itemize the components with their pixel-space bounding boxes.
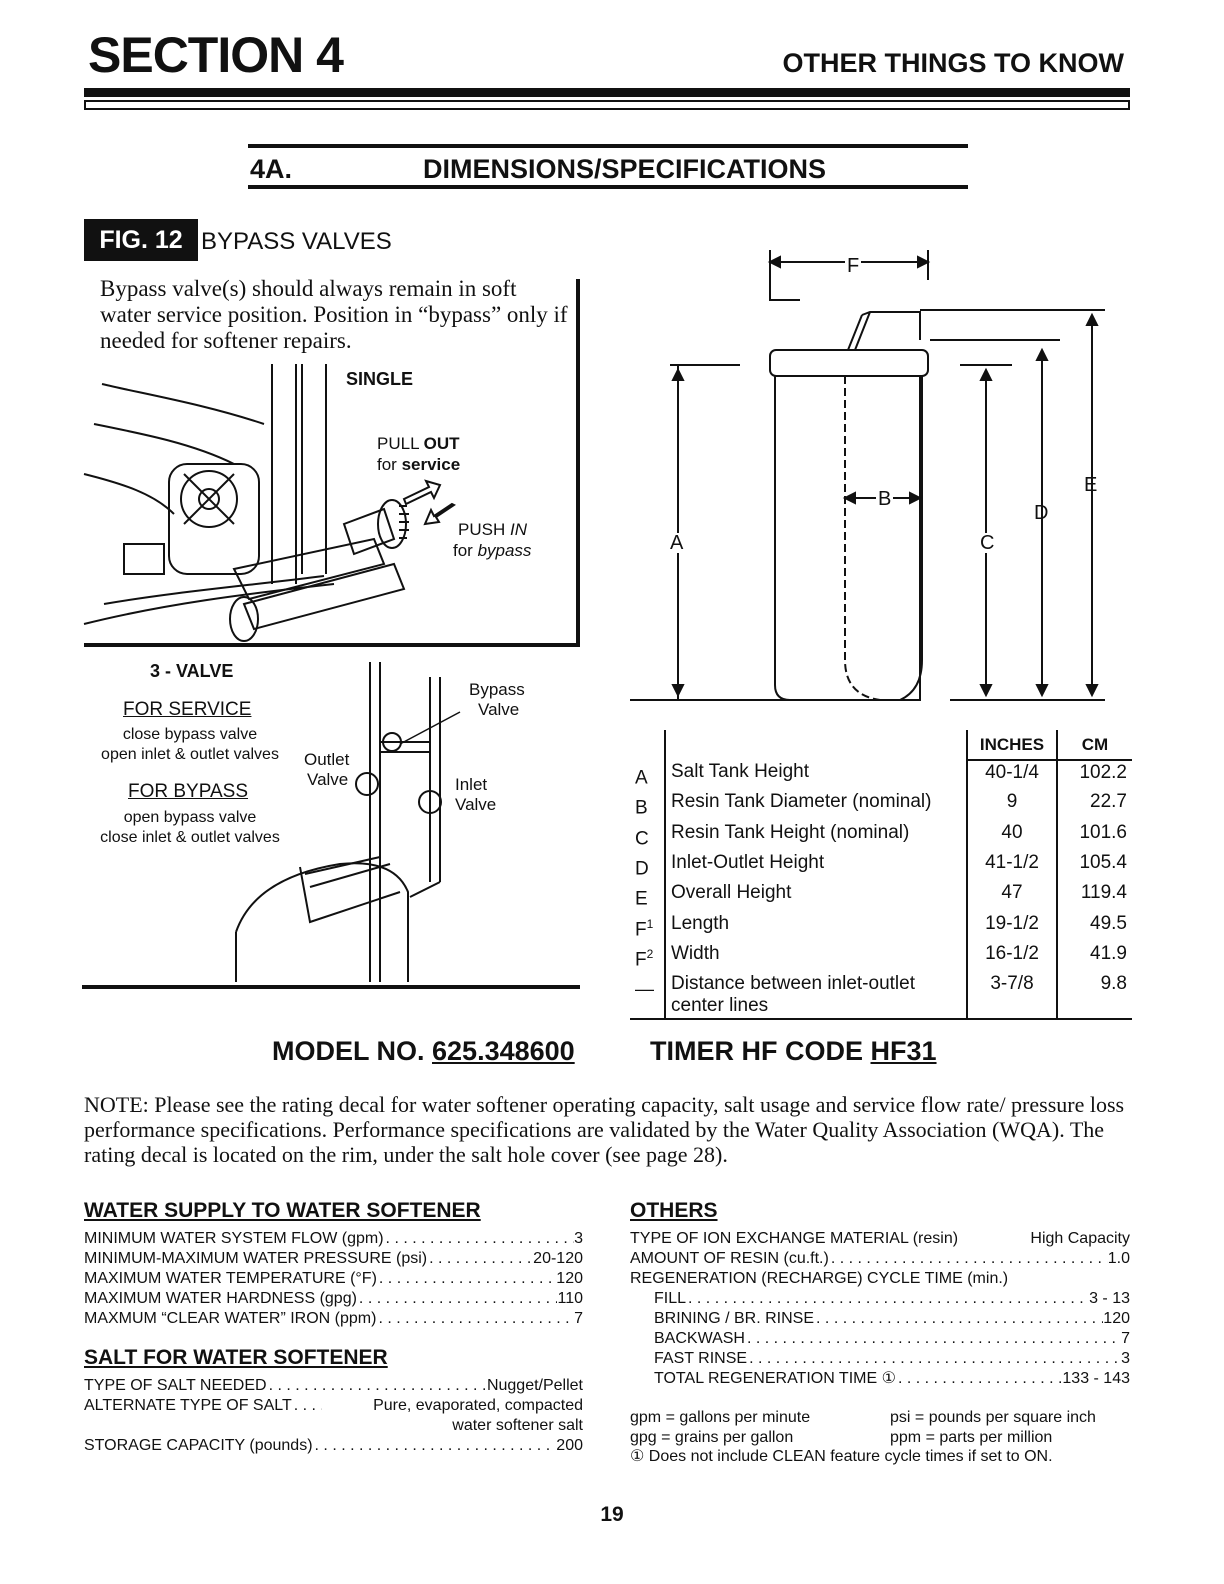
regeneration-cycle-row: BRINING / BR. RINSE . . . 120 (654, 1309, 1130, 1329)
table-header-row (630, 730, 1132, 760)
regeneration-cycle-row: FILL . . . 3 - 13 (654, 1289, 1130, 1309)
salt-heading: SALT FOR WATER SOFTENER (84, 1346, 388, 1369)
section-title: SECTION 4 (88, 27, 343, 83)
figure-title: BYPASS VALVES (201, 228, 392, 255)
legend-footnote: ① Does not include CLEAN feature cycle times if set to ON. (630, 1448, 1053, 1465)
label-f: F (847, 255, 860, 277)
salt-type-row: TYPE OF SALT NEEDED . . . Nugget/Pellet (84, 1376, 583, 1396)
figure-divider-horizontal (84, 643, 580, 647)
subsection-rule-bottom (248, 185, 968, 189)
row-cm: 41.9 (1057, 942, 1132, 972)
row-cm: 102.2 (1057, 760, 1132, 790)
row-key: $F^2$ (635, 946, 654, 971)
row-inches: 41-1/2 (967, 851, 1057, 881)
for-service-step-1: close bypass valve (122, 726, 258, 743)
timer-code: TIMER HF CODE HF31 (650, 1036, 937, 1066)
table-row (630, 942, 1132, 972)
single-bypass-valve-illustration (84, 364, 579, 646)
row-key: E (635, 888, 648, 910)
others-heading: OTHERS (630, 1199, 718, 1222)
row-key: C (635, 827, 649, 849)
row-description: Resin Tank Diameter (nominal) (665, 790, 967, 820)
legend-gpg: gpg = grains per gallon (630, 1429, 794, 1446)
row-inches: 19-1/2 (967, 912, 1057, 942)
row-key: A (635, 767, 648, 789)
for-service-step-2: open inlet & outlet valves (101, 746, 279, 763)
salt-alternate-row: ALTERNATE TYPE OF SALT . . . Pure, evaporated, compacted (84, 1396, 583, 1416)
row-inches: 9 (967, 790, 1057, 820)
figure-badge: FIG. 12 (84, 219, 198, 261)
row-description: Overall Height (665, 881, 967, 911)
label-e: E (1084, 474, 1098, 496)
regeneration-cycle-row: TOTAL REGENERATION TIME ① . . . 133 - 143 (654, 1369, 1130, 1389)
label-d: D (1034, 502, 1049, 524)
figure-caption: Bypass valve(s) should always remain in soft water service position. Position in “bypass” only if needed for softener repairs. (100, 276, 568, 353)
for-service-heading: FOR SERVICE (123, 699, 252, 720)
salt-storage-row: STORAGE CAPACITY (pounds) . . . 200 (84, 1436, 583, 1456)
row-key: B (635, 797, 648, 819)
page-number: 19 (600, 1503, 624, 1526)
table-row (630, 760, 1132, 790)
row-inches: 40 (967, 821, 1057, 851)
legend-psi: psi = pounds per square inch (890, 1409, 1096, 1426)
table-row (630, 821, 1132, 851)
for-bypass-step-2: close inlet & outlet valves (100, 829, 280, 846)
resin-amount-row: AMOUNT OF RESIN (cu.ft.) . . . 1.0 (630, 1249, 1130, 1269)
inlet-valve-label-1: Inlet (455, 775, 488, 794)
three-valve-label: 3 - VALVE (150, 661, 234, 681)
table-row (630, 972, 1132, 1019)
subsection-number: 4A. (250, 154, 293, 184)
ion-exchange-row: TYPE OF ION EXCHANGE MATERIAL (resin) High Capacity (630, 1230, 1130, 1247)
label-c: C (980, 532, 995, 554)
pull-out-label: PULL OUT (377, 434, 460, 453)
bypass-valve-label-2: Valve (478, 700, 520, 719)
push-in-label: PUSH IN (458, 520, 527, 539)
row-description: Salt Tank Height (665, 760, 967, 790)
salt-alternate-row-2: water softener salt (452, 1417, 583, 1434)
regeneration-cycle-row: BACKWASH . . . 7 (654, 1329, 1130, 1349)
rating-note: NOTE: Please see the rating decal for water softener operating capacity, salt usage and service flow rate/ pressure loss performance specifications. Performance specifications are validated by the Water Quality Association (WQA). The rating decal is located on the rim, under the salt hole cover (see page 28). (84, 1092, 1125, 1167)
row-inches: 3-7/8 (967, 972, 1057, 1019)
for-service-label: for service (377, 455, 461, 474)
regeneration-heading-row: REGENERATION (RECHARGE) CYCLE TIME (min.) (630, 1270, 1009, 1287)
for-bypass-step-1: open bypass valve (123, 809, 257, 826)
bypass-valve-label-1: Bypass (469, 680, 525, 699)
row-key: — (630, 972, 665, 1019)
row-inches: 16-1/2 (967, 942, 1057, 972)
regeneration-cycle-row: FAST RINSE . . . 3 (654, 1349, 1130, 1369)
row-description: Length (665, 912, 967, 942)
table-row (630, 851, 1132, 881)
inlet-valve-label-2: Valve (455, 795, 497, 814)
row-cm: 119.4 (1057, 881, 1132, 911)
row-key: $F^1$ (635, 916, 654, 940)
subsection-title: DIMENSIONS/SPECIFICATIONS (423, 154, 827, 184)
legend-ppm: ppm = parts per million (890, 1429, 1053, 1446)
table-row (630, 881, 1132, 911)
row-cm: 105.4 (1057, 851, 1132, 881)
legend-gpm: gpm = gallons per minute (630, 1409, 811, 1426)
for-bypass-label: for bypass (453, 541, 532, 560)
outlet-valve-label-1: Outlet (304, 750, 350, 769)
figure-divider-bottom (82, 985, 580, 989)
label-b: B (878, 488, 892, 510)
header-rule (84, 88, 1130, 97)
row-description: Resin Tank Height (nominal) (665, 821, 967, 851)
header-rule-outline (84, 100, 1130, 110)
row-description: Width (665, 942, 967, 972)
table-row (630, 912, 1132, 942)
row-inches: 47 (967, 881, 1057, 911)
section-heading: OTHER THINGS TO KNOW (782, 48, 1124, 78)
row-key: D (635, 858, 649, 880)
softener-dimension-diagram (630, 240, 1132, 710)
table-row (630, 790, 1132, 820)
subsection-rule-top (248, 144, 968, 148)
single-label: SINGLE (346, 369, 414, 389)
water-supply-heading: WATER SUPPLY TO WATER SOFTENER (84, 1199, 481, 1222)
row-cm: 22.7 (1057, 790, 1132, 820)
for-bypass-heading: FOR BYPASS (128, 781, 249, 802)
col-inches: INCHES (967, 730, 1057, 760)
row-description: Inlet-Outlet Height (665, 851, 967, 881)
outlet-valve-label-2: Valve (307, 770, 349, 789)
row-description: Distance between inlet-outlet center lines (665, 972, 967, 1019)
row-cm: 49.5 (1057, 912, 1132, 942)
label-a: A (670, 532, 684, 554)
water-supply-row: MINIMUM WATER SYSTEM FLOW (gpm) . . . 3 (84, 1229, 583, 1249)
dimensions-table (630, 730, 1132, 1020)
row-cm: 9.8 (1057, 972, 1132, 1019)
model-number: MODEL NO. 625.348600 (272, 1036, 575, 1066)
row-cm: 101.6 (1057, 821, 1132, 851)
water-supply-row: MAXIMUM WATER TEMPERATURE (°F) . . . 120 (84, 1269, 583, 1289)
water-supply-row: MAXMUM “CLEAR WATER” IRON (ppm) . . . 7 (84, 1309, 583, 1329)
col-cm: CM (1057, 730, 1132, 760)
water-supply-row: MINIMUM-MAXIMUM WATER PRESSURE (psi) . . . 20-120 (84, 1249, 583, 1269)
row-inches: 40-1/4 (967, 760, 1057, 790)
water-supply-row: MAXIMUM WATER HARDNESS (gpg) . . . 110 (84, 1289, 583, 1309)
